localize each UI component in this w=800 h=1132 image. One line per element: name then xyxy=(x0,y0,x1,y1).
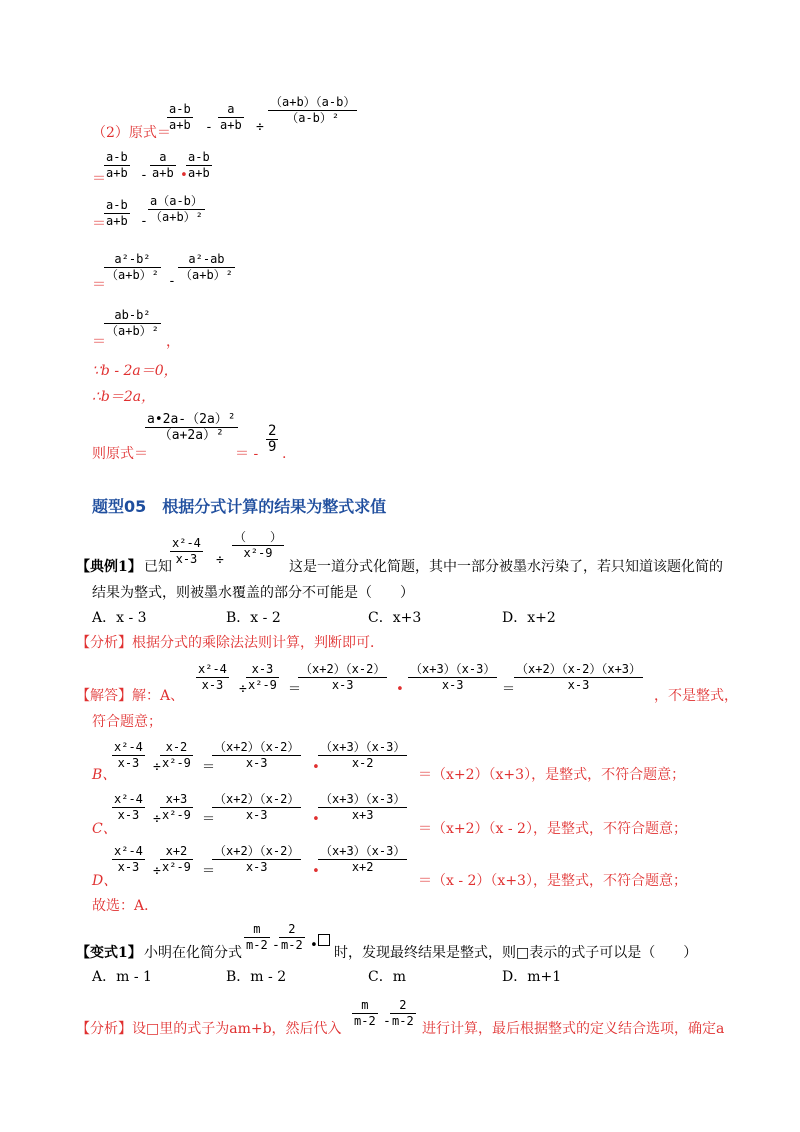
denominator: x²-9 xyxy=(162,860,191,874)
denominator: x+2 xyxy=(351,860,374,874)
denominator: x²-9 xyxy=(162,756,191,770)
operator: ÷ xyxy=(216,553,224,568)
numerator: x+3 xyxy=(165,792,188,806)
numerator: x²-4 xyxy=(198,662,227,676)
condition-therefore: ∴b＝2a， xyxy=(92,389,156,405)
fraction xyxy=(318,740,407,771)
option-b: B．x - 2 xyxy=(226,610,281,626)
variant-pre: 小明在化简分式 xyxy=(144,945,242,961)
fraction xyxy=(352,998,378,1029)
denominator: （a+b）² xyxy=(106,324,159,338)
denominator: x-3 xyxy=(117,756,140,770)
operator: ＝ xyxy=(202,864,216,879)
operator: • xyxy=(312,864,320,879)
numerator: （x+2）（x-2） xyxy=(214,844,300,858)
denominator: （a+b）² xyxy=(106,268,159,282)
numerator: （x+3）（x-3） xyxy=(410,662,496,676)
fraction xyxy=(390,998,416,1029)
operator: ÷ xyxy=(153,812,161,827)
operator: • xyxy=(312,812,320,827)
numerator: （x+2）（x-2） xyxy=(214,740,300,754)
final-label: 则原式＝ xyxy=(92,446,148,462)
fraction xyxy=(212,844,301,875)
numerator: （x+3）（x-3） xyxy=(320,792,406,806)
condition-because: ∵b - 2a＝0， xyxy=(92,363,178,379)
fraction xyxy=(104,150,130,181)
numerator: （ ） xyxy=(234,530,283,544)
operator: ＝ xyxy=(202,760,216,775)
denominator: m-2 xyxy=(354,1014,376,1028)
option-b: B．m - 2 xyxy=(226,969,287,985)
operator: ＝ xyxy=(288,682,302,697)
operator: - xyxy=(272,938,280,953)
denominator: （a+b）² xyxy=(150,210,203,224)
numerator: ab-b² xyxy=(114,308,151,322)
denominator: x²-9 xyxy=(243,546,273,560)
variant-analysis-post: 进行计算，最后根据整式的定义结合选项，确定a xyxy=(422,1021,725,1037)
numerator: a•2a-（2a）² xyxy=(147,412,236,427)
fraction xyxy=(298,662,387,693)
option-d: D．m+1 xyxy=(502,969,562,985)
option-c: C．x+3 xyxy=(368,610,422,626)
numerator: a（a-b） xyxy=(150,194,203,208)
fraction xyxy=(112,740,145,771)
operator: - xyxy=(140,214,148,229)
equals-sign: ＝ xyxy=(92,171,106,187)
denominator: x-3 xyxy=(567,678,590,692)
denominator: x²-9 xyxy=(248,678,277,692)
solution-c-tail: ＝（x+2）（x - 2），是整式，不符合题意； xyxy=(418,821,687,837)
fraction xyxy=(318,844,407,875)
numerator: （x+3）（x-3） xyxy=(320,740,406,754)
fraction xyxy=(160,740,193,771)
fraction xyxy=(266,424,278,455)
operator: • xyxy=(180,168,188,183)
fraction xyxy=(178,252,235,283)
fraction xyxy=(232,530,284,561)
denominator: （a-b）² xyxy=(286,111,340,125)
numerator: 2 xyxy=(288,922,296,936)
option-a: A．m - 1 xyxy=(92,969,152,985)
denominator: x-3 xyxy=(245,756,268,770)
operator: - xyxy=(205,120,213,135)
denominator: x-3 xyxy=(331,678,354,692)
solution-d-tail: ＝（x - 2）（x+3），是整式，不符合题意； xyxy=(418,873,687,889)
operator: • xyxy=(310,938,318,953)
fraction xyxy=(196,662,229,693)
fraction xyxy=(279,922,305,953)
numerator: （x+2）（x-2）（x+3） xyxy=(516,662,642,676)
fraction xyxy=(160,792,193,823)
blank-box xyxy=(318,934,330,946)
denominator: a+b xyxy=(152,166,174,180)
fraction xyxy=(268,95,357,126)
denominator: x-3 xyxy=(117,860,140,874)
fraction xyxy=(104,252,161,283)
fraction xyxy=(246,662,279,693)
numerator: a xyxy=(159,150,167,164)
solution-d-label: D、 xyxy=(92,873,118,889)
option-d: D．x+2 xyxy=(502,610,556,626)
operator: • xyxy=(396,682,404,697)
equals-sign: ＝ xyxy=(92,277,106,293)
denominator: a+b xyxy=(220,118,242,132)
part2-label: （2）原式＝ xyxy=(92,125,171,141)
denominator: （a+b）² xyxy=(180,268,233,282)
numerator: a-b xyxy=(188,150,210,164)
example-tag: 【典例1】 xyxy=(76,559,142,575)
numerator: a xyxy=(227,102,235,116)
example-pre: 已知 xyxy=(144,559,172,575)
operator: ÷ xyxy=(153,760,161,775)
numerator: x-3 xyxy=(251,662,274,676)
fraction xyxy=(104,198,130,229)
numerator: （x+2）（x-2） xyxy=(300,662,386,676)
denominator: a+b xyxy=(169,118,191,132)
fraction xyxy=(244,922,270,953)
operator: • xyxy=(312,760,320,775)
numerator: m xyxy=(253,922,261,936)
solution-b-label: B、 xyxy=(92,767,117,783)
numerator: 2 xyxy=(399,998,407,1012)
denominator: x-3 xyxy=(245,808,268,822)
section-title: 题型05 根据分式计算的结果为整式求值 xyxy=(92,497,387,516)
denominator: x-3 xyxy=(441,678,464,692)
fraction xyxy=(112,844,145,875)
analysis: 【分析】根据分式的乘除法法则计算，判断即可． xyxy=(76,635,384,651)
variant-analysis-pre: 【分析】设□里的式子为am+b，然后代入 xyxy=(76,1021,342,1037)
operator: ÷ xyxy=(239,682,247,697)
denominator: m-2 xyxy=(392,1014,414,1028)
operator: - xyxy=(383,1014,391,1029)
equals-sign: ＝ xyxy=(92,334,106,350)
fraction xyxy=(112,792,145,823)
numerator: a-b xyxy=(106,150,128,164)
fraction xyxy=(145,412,238,443)
denominator: m-2 xyxy=(246,938,268,952)
solution-a-tail: ，不是整式， xyxy=(654,688,738,704)
equals-sign: ＝ xyxy=(92,216,106,232)
numerator: x²-4 xyxy=(172,536,201,550)
denominator: x-3 xyxy=(175,552,198,566)
fraction xyxy=(104,308,161,339)
operator: ＝ xyxy=(202,812,216,827)
denominator: 9 xyxy=(268,439,277,455)
numerator: a-b xyxy=(106,198,128,212)
operator: - xyxy=(140,168,148,183)
denominator: （a+2a）² xyxy=(158,428,224,443)
denominator: a+b xyxy=(188,166,210,180)
fraction xyxy=(514,662,643,693)
fraction xyxy=(212,792,301,823)
numerator: a-b xyxy=(169,102,191,116)
answer: 故选：A． xyxy=(92,898,159,914)
variant-post: 时，发现最终结果是整式，则□表示的式子可以是（ ） xyxy=(334,945,698,961)
comma: ， xyxy=(166,334,180,350)
fraction xyxy=(148,194,205,225)
solution-b-tail: ＝（x+2）（x+3），是整式，不符合题意； xyxy=(418,767,686,783)
denominator: m-2 xyxy=(281,938,303,952)
numerator: x+2 xyxy=(165,844,188,858)
fraction xyxy=(318,792,407,823)
operator: - xyxy=(168,274,176,289)
equals-minus: ＝ - xyxy=(235,446,259,462)
option-a: A．x - 3 xyxy=(92,610,147,626)
operator: ÷ xyxy=(153,864,161,879)
denominator: x-3 xyxy=(245,860,268,874)
example-text-1: 这是一道分式化简题，其中一部分被墨水污染了，若只知道该题化简的 xyxy=(289,559,723,575)
denominator: a+b xyxy=(106,166,128,180)
option-c: C．m xyxy=(368,969,406,985)
numerator: （a+b）（a-b） xyxy=(270,95,356,109)
numerator: m xyxy=(361,998,369,1012)
denominator: x-2 xyxy=(351,756,374,770)
numerator: a²-ab xyxy=(188,252,225,266)
fraction xyxy=(170,536,203,567)
numerator: （x+3）（x-3） xyxy=(320,844,406,858)
denominator: a+b xyxy=(106,214,128,228)
numerator: a²-b² xyxy=(114,252,151,266)
operator: ＝ xyxy=(502,682,516,697)
denominator: x-3 xyxy=(117,808,140,822)
denominator: x+3 xyxy=(351,808,374,822)
numerator: x²-4 xyxy=(114,792,143,806)
numerator: 2 xyxy=(268,423,277,439)
solution-label: 【解答】解：A、 xyxy=(76,688,185,704)
numerator: x²-4 xyxy=(114,740,143,754)
operator: ÷ xyxy=(256,120,264,135)
fraction xyxy=(408,662,497,693)
denominator: x-3 xyxy=(201,678,224,692)
fraction xyxy=(160,844,193,875)
fraction xyxy=(150,150,176,181)
fraction xyxy=(218,102,244,133)
fraction xyxy=(212,740,301,771)
denominator: x²-9 xyxy=(162,808,191,822)
fraction xyxy=(186,150,212,181)
numerator: x²-4 xyxy=(114,844,143,858)
variant-tag: 【变式1】 xyxy=(76,945,142,961)
period: . xyxy=(282,446,287,462)
numerator: （x+2）（x-2） xyxy=(214,792,300,806)
numerator: x-2 xyxy=(165,740,188,754)
solution-c-label: C、 xyxy=(92,821,117,837)
solution-a-tail-2: 符合题意； xyxy=(92,714,162,730)
example-text-2: 结果为整式，则被墨水覆盖的部分不可能是（ ） xyxy=(92,585,414,601)
